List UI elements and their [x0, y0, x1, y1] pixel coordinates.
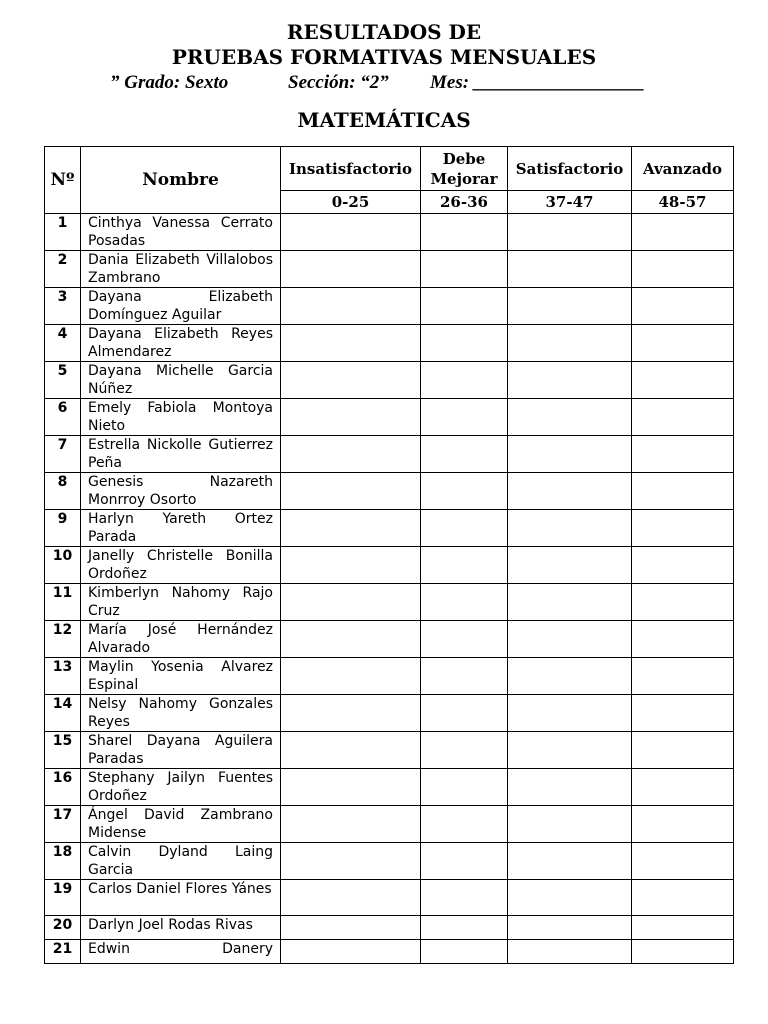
score-cell-avanzado[interactable]	[632, 732, 734, 769]
title-line-1: RESULTADOS DE	[286, 20, 482, 44]
header-row	[45, 147, 734, 191]
table-row	[45, 214, 734, 251]
row-number: 12	[45, 621, 81, 658]
score-cell-satisfactorio[interactable]	[508, 325, 632, 362]
score-cell-satisfactorio[interactable]	[508, 658, 632, 695]
table-row	[45, 695, 734, 732]
student-name: Sharel Dayana Aguilera Paradas	[81, 732, 281, 769]
score-cell-satisfactorio[interactable]	[508, 436, 632, 473]
student-name: Harlyn Yareth Ortez Parada	[81, 510, 281, 547]
row-number: 16	[45, 769, 81, 806]
score-cell-satisfactorio[interactable]	[508, 547, 632, 584]
score-cell-avanzado[interactable]	[632, 769, 734, 806]
student-name: Estrella Nickolle Gutierrez Peña	[81, 436, 281, 473]
score-cell-debe-mejorar[interactable]	[421, 325, 508, 362]
row-number: 15	[45, 732, 81, 769]
row-number: 9	[45, 510, 81, 547]
student-name: Dania Elizabeth Villalobos Zambrano	[81, 251, 281, 288]
score-cell-debe-mejorar[interactable]	[421, 288, 508, 325]
score-cell-avanzado[interactable]	[632, 510, 734, 547]
student-name: Darlyn Joel Rodas Rivas	[81, 916, 281, 940]
score-cell-debe-mejorar[interactable]	[421, 806, 508, 843]
row-number: 21	[45, 940, 81, 964]
score-cell-satisfactorio[interactable]	[508, 695, 632, 732]
score-cell-insatisfactorio[interactable]	[281, 362, 421, 399]
col-header-satisfactorio: Satisfactorio	[508, 147, 632, 191]
student-name: Edwin Danery	[81, 940, 281, 964]
row-number: 20	[45, 916, 81, 940]
row-number: 14	[45, 695, 81, 732]
score-cell-debe-mejorar[interactable]	[421, 658, 508, 695]
score-cell-avanzado[interactable]	[632, 325, 734, 362]
student-name: María José Hernández Alvarado	[81, 621, 281, 658]
student-name: Emely Fabiola Montoya Nieto	[81, 399, 281, 436]
table-row	[45, 880, 734, 916]
table-row	[45, 510, 734, 547]
score-cell-debe-mejorar[interactable]	[421, 916, 508, 940]
range-debe-mejorar: 26-36	[421, 191, 508, 214]
student-rows	[45, 214, 734, 964]
score-cell-insatisfactorio[interactable]	[281, 214, 421, 251]
seccion-label: Sección: “2”	[288, 72, 389, 93]
score-cell-satisfactorio[interactable]	[508, 214, 632, 251]
table-row	[45, 658, 734, 695]
score-cell-debe-mejorar[interactable]	[421, 436, 508, 473]
score-cell-debe-mejorar[interactable]	[421, 547, 508, 584]
table-row	[45, 732, 734, 769]
score-cell-avanzado[interactable]	[632, 251, 734, 288]
score-cell-avanzado[interactable]	[632, 916, 734, 940]
score-cell-insatisfactorio[interactable]	[281, 916, 421, 940]
score-cell-insatisfactorio[interactable]	[281, 510, 421, 547]
score-cell-insatisfactorio[interactable]	[281, 940, 421, 964]
row-number: 1	[45, 214, 81, 251]
score-cell-debe-mejorar[interactable]	[421, 510, 508, 547]
row-number: 18	[45, 843, 81, 880]
score-cell-avanzado[interactable]	[632, 695, 734, 732]
score-cell-avanzado[interactable]	[632, 880, 734, 916]
col-header-insatisfactorio: Insatisfactorio	[281, 147, 421, 191]
score-cell-avanzado[interactable]	[632, 436, 734, 473]
score-cell-satisfactorio[interactable]	[508, 880, 632, 916]
score-cell-insatisfactorio[interactable]	[281, 547, 421, 584]
results-table	[44, 146, 734, 964]
grado-label: ” Grado: Sexto	[110, 72, 229, 93]
score-cell-insatisfactorio[interactable]	[281, 621, 421, 658]
row-number: 3	[45, 288, 81, 325]
table-row	[45, 806, 734, 843]
score-cell-debe-mejorar[interactable]	[421, 251, 508, 288]
score-cell-insatisfactorio[interactable]	[281, 843, 421, 880]
student-name: Cinthya Vanessa Cerrato Posadas	[81, 214, 281, 251]
table-row	[45, 916, 734, 940]
score-cell-avanzado[interactable]	[632, 214, 734, 251]
score-cell-insatisfactorio[interactable]	[281, 473, 421, 510]
meta-line	[0, 72, 768, 94]
row-number: 7	[45, 436, 81, 473]
score-cell-debe-mejorar[interactable]	[421, 584, 508, 621]
score-cell-avanzado[interactable]	[632, 547, 734, 584]
score-cell-avanzado[interactable]	[632, 621, 734, 658]
student-name: Dayana Elizabeth Domínguez Aguilar	[81, 288, 281, 325]
score-cell-satisfactorio[interactable]	[508, 916, 632, 940]
table-row	[45, 436, 734, 473]
range-avanzado: 48-57	[632, 191, 734, 214]
student-name: Dayana Michelle Garcia Núñez	[81, 362, 281, 399]
table-row	[45, 399, 734, 436]
score-cell-debe-mejorar[interactable]	[421, 843, 508, 880]
col-header-avanzado: Avanzado	[632, 147, 734, 191]
score-cell-satisfactorio[interactable]	[508, 621, 632, 658]
table-row	[45, 325, 734, 362]
table-row	[45, 547, 734, 584]
score-cell-satisfactorio[interactable]	[508, 473, 632, 510]
score-cell-debe-mejorar[interactable]	[421, 769, 508, 806]
score-cell-debe-mejorar[interactable]	[421, 880, 508, 916]
row-number: 10	[45, 547, 81, 584]
score-cell-satisfactorio[interactable]	[508, 510, 632, 547]
score-cell-insatisfactorio[interactable]	[281, 251, 421, 288]
score-cell-avanzado[interactable]	[632, 584, 734, 621]
student-name: Stephany Jailyn Fuentes Ordoñez	[81, 769, 281, 806]
col-header-debe-mejorar: Debe Mejorar	[421, 147, 508, 191]
row-number: 17	[45, 806, 81, 843]
score-cell-insatisfactorio[interactable]	[281, 584, 421, 621]
score-cell-satisfactorio[interactable]	[508, 940, 632, 964]
row-number: 2	[45, 251, 81, 288]
score-cell-debe-mejorar[interactable]	[421, 732, 508, 769]
row-number: 8	[45, 473, 81, 510]
score-cell-debe-mejorar[interactable]	[421, 362, 508, 399]
score-cell-avanzado[interactable]	[632, 940, 734, 964]
score-cell-debe-mejorar[interactable]	[421, 621, 508, 658]
score-cell-avanzado[interactable]	[632, 658, 734, 695]
score-cell-insatisfactorio[interactable]	[281, 806, 421, 843]
table-row	[45, 584, 734, 621]
document-header	[0, 20, 768, 94]
table-row	[45, 251, 734, 288]
row-number: 19	[45, 880, 81, 916]
table-row	[45, 288, 734, 325]
row-number: 13	[45, 658, 81, 695]
score-cell-satisfactorio[interactable]	[508, 769, 632, 806]
table-row	[45, 473, 734, 510]
score-cell-satisfactorio[interactable]	[508, 399, 632, 436]
score-cell-avanzado[interactable]	[632, 806, 734, 843]
student-name: Carlos Daniel Flores Yánes	[81, 880, 281, 916]
score-cell-satisfactorio[interactable]	[508, 251, 632, 288]
table-row	[45, 362, 734, 399]
score-cell-avanzado[interactable]	[632, 399, 734, 436]
score-cell-debe-mejorar[interactable]	[421, 214, 508, 251]
student-name: Calvin Dyland Laing Garcia	[81, 843, 281, 880]
score-cell-debe-mejorar[interactable]	[421, 399, 508, 436]
title-line-2: PRUEBAS FORMATIVAS MENSUALES	[171, 45, 597, 69]
table-row	[45, 621, 734, 658]
student-name: Nelsy Nahomy Gonzales Reyes	[81, 695, 281, 732]
row-number: 5	[45, 362, 81, 399]
score-cell-satisfactorio[interactable]	[508, 362, 632, 399]
score-cell-avanzado[interactable]	[632, 843, 734, 880]
score-cell-insatisfactorio[interactable]	[281, 658, 421, 695]
score-cell-satisfactorio[interactable]	[508, 806, 632, 843]
row-number: 4	[45, 325, 81, 362]
subject-title: MATEMÁTICAS	[297, 108, 471, 132]
mes-label: Mes: __________________	[430, 72, 645, 93]
table-row	[45, 940, 734, 964]
score-cell-debe-mejorar[interactable]	[421, 473, 508, 510]
score-cell-insatisfactorio[interactable]	[281, 325, 421, 362]
score-cell-satisfactorio[interactable]	[508, 584, 632, 621]
score-cell-avanzado[interactable]	[632, 362, 734, 399]
student-name: Ángel David Zambrano Midense	[81, 806, 281, 843]
score-cell-satisfactorio[interactable]	[508, 843, 632, 880]
score-cell-insatisfactorio[interactable]	[281, 399, 421, 436]
table-row	[45, 769, 734, 806]
score-cell-insatisfactorio[interactable]	[281, 880, 421, 916]
score-cell-debe-mejorar[interactable]	[421, 695, 508, 732]
range-insatisfactorio: 0-25	[281, 191, 421, 214]
row-number: 6	[45, 399, 81, 436]
student-name: Janelly Christelle Bonilla Ordoñez	[81, 547, 281, 584]
row-number: 11	[45, 584, 81, 621]
col-header-name: Nombre	[81, 147, 281, 214]
table-row	[45, 843, 734, 880]
col-header-number: Nº	[45, 147, 81, 214]
score-cell-insatisfactorio[interactable]	[281, 288, 421, 325]
score-cell-insatisfactorio[interactable]	[281, 732, 421, 769]
score-cell-avanzado[interactable]	[632, 473, 734, 510]
score-cell-insatisfactorio[interactable]	[281, 769, 421, 806]
student-name: Kimberlyn Nahomy Rajo Cruz	[81, 584, 281, 621]
score-cell-avanzado[interactable]	[632, 288, 734, 325]
score-cell-insatisfactorio[interactable]	[281, 695, 421, 732]
student-name: Maylin Yosenia Alvarez Espinal	[81, 658, 281, 695]
score-cell-insatisfactorio[interactable]	[281, 436, 421, 473]
range-satisfactorio: 37-47	[508, 191, 632, 214]
score-cell-satisfactorio[interactable]	[508, 732, 632, 769]
student-name: Dayana Elizabeth Reyes Almendarez	[81, 325, 281, 362]
score-cell-satisfactorio[interactable]	[508, 288, 632, 325]
student-name: Genesis Nazareth Monrroy Osorto	[81, 473, 281, 510]
score-cell-debe-mejorar[interactable]	[421, 940, 508, 964]
